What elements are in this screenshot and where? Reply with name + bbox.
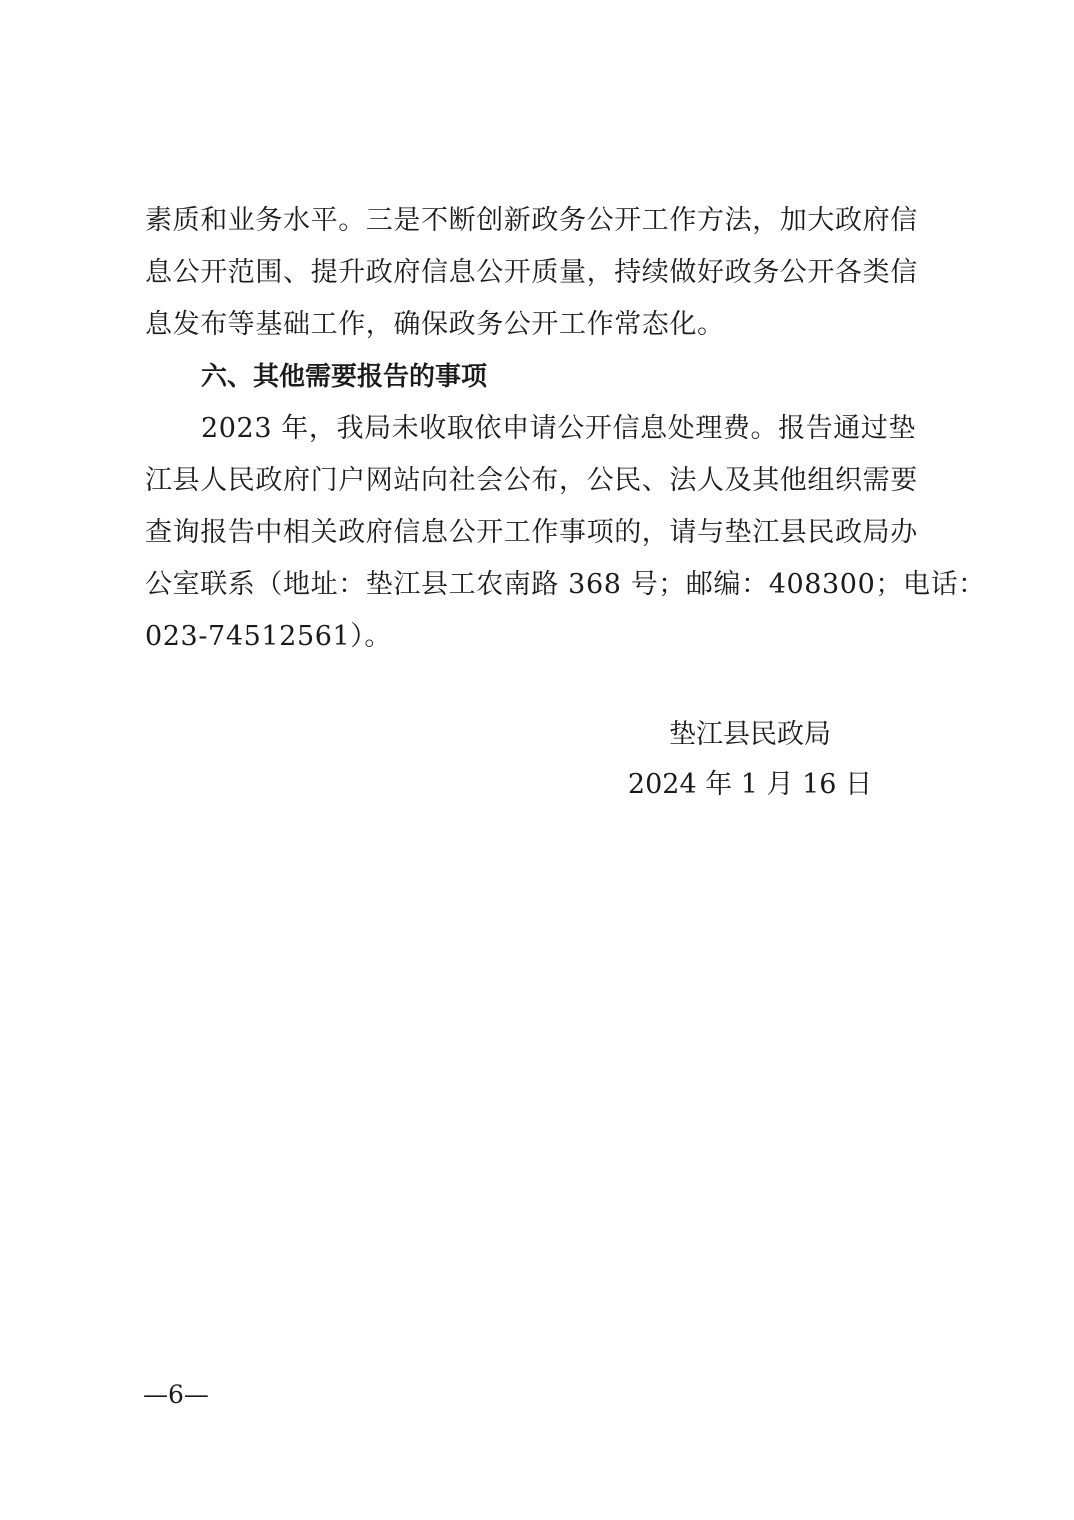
body-text-line: 公室联系（地址：垫江县工农南路 368 号；邮编：408300；电话：	[145, 569, 986, 600]
section-heading: 六、其他需要报告的事项	[201, 362, 488, 392]
document-body	[145, 195, 986, 663]
body-text-line: 查询报告中相关政府信息公开工作事项的，请与垫江县民政局办	[145, 517, 918, 548]
body-text-line: 2023 年，我局未收取依申请公开信息处理费。报告通过垫	[201, 413, 917, 444]
body-text-line: 素质和业务水平。三是不断创新政务公开工作方法，加大政府信	[145, 205, 918, 236]
signature-date: 2024 年 1 月 16 日	[627, 769, 873, 800]
body-text-line: 息发布等基础工作，确保政务公开工作常态化。	[145, 309, 725, 340]
body-text-line: 023-74512561）。	[145, 621, 392, 652]
body-text-line: 息公开范围、提升政府信息公开质量，持续做好政务公开各类信	[145, 257, 918, 288]
body-text-line: 江县人民政府门户网站向社会公布，公民、法人及其他组织需要	[145, 465, 918, 496]
page-number: —6—	[143, 1380, 209, 1409]
signature-organization: 垫江县民政局	[669, 719, 831, 750]
